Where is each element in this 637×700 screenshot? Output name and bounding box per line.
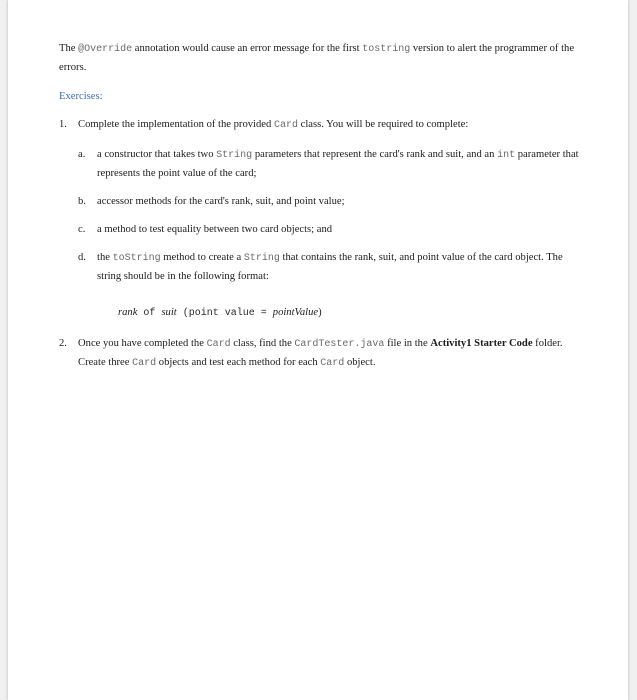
sub-letter: d. <box>78 252 86 263</box>
sub-text: parameter that represents the point value of the card; <box>97 149 579 179</box>
item-text: object. <box>344 357 376 368</box>
exercises-heading: Exercises: <box>59 91 103 102</box>
item-text: file in the <box>384 338 431 349</box>
format-rank: rank <box>118 307 138 318</box>
cardtester-code: CardTester.java <box>294 339 385 350</box>
document-page <box>8 0 628 700</box>
sub-letter: c. <box>78 224 86 235</box>
item-text: objects and test each method for each <box>156 357 321 368</box>
card-code: Card <box>132 358 157 369</box>
item-text: Complete the implementation of the provided <box>78 119 274 130</box>
item-number: 2. <box>59 338 67 349</box>
tostring-method-code: toString <box>112 253 161 264</box>
exercise-item-1 <box>59 116 579 323</box>
override-code: @Override <box>78 44 133 55</box>
tostring-code: tostring <box>362 44 411 55</box>
sub-text: a constructor that takes two <box>97 149 217 160</box>
intro-paragraph <box>59 40 579 77</box>
sub-text: a method to test equality between two card objects; and <box>97 224 333 235</box>
sub-list <box>78 146 579 323</box>
sub-letter: a. <box>78 149 86 160</box>
item-text: class. You will be required to complete: <box>297 119 469 130</box>
item-text: folder. Create three <box>78 338 563 368</box>
item-text: class, find the <box>230 338 295 349</box>
intro-text: The <box>59 43 79 54</box>
item-number: 1. <box>59 119 67 130</box>
format-of: of <box>137 308 162 319</box>
sub-item-a <box>78 146 579 183</box>
sub-letter: b. <box>78 196 86 207</box>
card-code: Card <box>273 120 298 131</box>
string-code: String <box>243 253 280 264</box>
sub-text: parameters that represent the card's rank and suit, and an <box>252 149 498 160</box>
sub-item-d <box>78 249 579 323</box>
sub-item-b <box>78 193 579 211</box>
sub-text: the <box>97 252 113 263</box>
intro-text: annotation would cause an error message for the first <box>132 43 363 54</box>
intro-text: version to alert the programmer of the errors. <box>59 43 575 73</box>
item-text: Once you have completed the <box>78 338 207 349</box>
format-point-value: (point value = <box>176 308 273 319</box>
sub-item-c <box>78 221 579 239</box>
exercise-list <box>59 116 579 373</box>
format-suit: suit <box>161 307 177 318</box>
card-code: Card <box>206 339 231 350</box>
sub-text: that contains the rank, suit, and point value of the card object. The string should be in the following format: <box>97 252 563 282</box>
format-example <box>118 304 579 323</box>
format-pointvalue: pointValue <box>272 307 319 318</box>
document-content <box>59 40 579 383</box>
starter-code-folder: Activity1 Starter Code <box>430 338 533 349</box>
sub-text: accessor methods for the card's rank, suit, and point value; <box>97 196 345 207</box>
exercise-item-2 <box>59 335 579 373</box>
card-code: Card <box>320 358 345 369</box>
sub-text: method to create a <box>160 252 244 263</box>
format-close: ) <box>318 307 322 318</box>
string-code: String <box>216 150 253 161</box>
int-code: int <box>497 150 516 161</box>
